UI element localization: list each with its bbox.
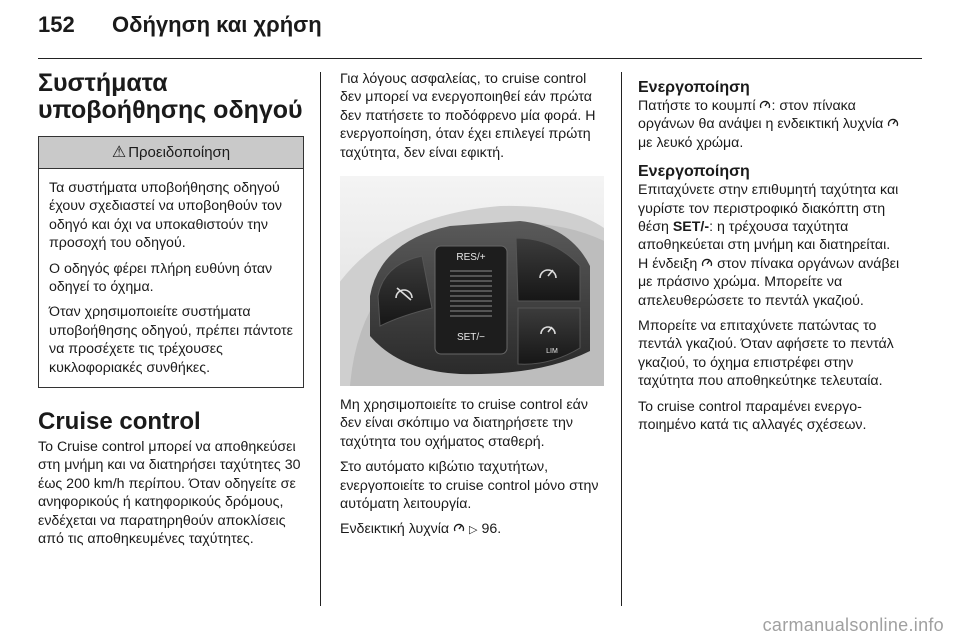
warning-paragraph-2: Ο οδηγός φέρει πλήρη ευθύνη όταν οδηγεί το όχημα. xyxy=(49,260,273,296)
column-divider-1 xyxy=(320,72,321,606)
cruise-button-icon xyxy=(759,99,771,111)
section-title-cruise-control: Cruise control xyxy=(38,408,201,436)
activation-paragraph-2 xyxy=(638,181,902,310)
section-title-line-2: υποβοήθησης οδηγού xyxy=(38,96,303,124)
warning-title: Προειδοποίηση xyxy=(128,144,231,161)
page-header xyxy=(38,12,322,48)
lim-label: LIM xyxy=(546,348,558,356)
warning-triangle-icon: ⚠ xyxy=(111,144,127,161)
usage-paragraph: Μη χρησιμοποιείτε το cruise control εάν δεν είναι σκόπιμο να διατηρήσετε την ταχύτητα του οχήματος σταθερή. xyxy=(340,397,588,450)
indicator-page-ref[interactable]: 96. xyxy=(481,521,502,538)
activation2-text-a: Επιταχύνετε στην επιθυμητή ταχύτητα και γυρίστε τον περιστροφικό διακόπτη στη θέση xyxy=(638,182,899,236)
subheading-activation-2: Ενεργοποίηση xyxy=(638,163,750,181)
activation2-text-c: στον πίνακα οργάνων ανάβει με πράσινο χρώμα. Μπορείτε να απελευθερώσετε το πεντάλ γκαζιού. xyxy=(638,255,900,309)
section-title-line-1: Συστήματα xyxy=(38,69,168,97)
subheading-activation-1: Ενεργοποίηση xyxy=(638,79,750,96)
warning-paragraph-3: Όταν χρησιμοποιείτε συστήματα υποβοήθησης οδηγού, πρέπει πάντοτε να προσέχετε τις τρέχουσες κυκλοφοριακές συνθήκες. xyxy=(49,304,293,376)
running-title: Οδήγηση και χρήση xyxy=(112,12,322,37)
section-title-driver-assistance xyxy=(38,70,304,124)
activation2-text-b: : η τρέχουσα ταχύτητα αποθηκεύεται στη μνήμη και διατηρείται. Η ένδειξη xyxy=(638,219,891,272)
set-position-label: SET/- xyxy=(672,219,710,236)
warning-paragraph-1: Τα συστήματα υποβοήθησης οδηγού έχουν σχεδιαστεί να υποβοηθούν τον οδηγό και όχι να υποκαθιστούν την προσοχή του οδηγού. xyxy=(49,180,283,252)
activation-text-c: με λευκό χρώμα. xyxy=(638,134,744,151)
safety-paragraph: Για λόγους ασφαλείας, το cruise control δεν μπορεί να ενεργοποιηθεί εάν πρώτα δεν πατήσετε το ποδόφρενο μία φορά. Η ενεργοποίηση, όταν έχει επιλεγεί πρώτη ταχύτητα, δεν είναι εφικτή. xyxy=(340,71,596,161)
column-divider-2 xyxy=(621,72,622,606)
cruise-lamp-icon xyxy=(453,522,465,534)
cruise-intro-paragraph: Το Cruise control μπορεί να αποθηκεύσει στη μνήμη και να διατηρήσει ταχύτητες 30 έως 200 km/h περίπου. Όταν οδηγείτε σε ανηφορικούς ή κατηφορικούς δρόμους, ενδέχεται να παρατηρηθούν αποκλίσεις από τις αποθηκευμένες ταχύτητες. xyxy=(38,439,301,548)
accelerate-paragraph: Μπορείτε να επιταχύνετε πατώντας το πεντάλ γκαζιού. Όταν αφήσετε το πεντάλ γκαζιού, το όχημα επιστρέφει στην ταχύτητα που αποθηκεύτηκε τελευταία. xyxy=(638,318,894,390)
watermark: carmanualsonline.info xyxy=(762,615,944,635)
indicator-reference-paragraph xyxy=(340,520,604,539)
activation-paragraph-1 xyxy=(638,97,902,152)
column-1 xyxy=(38,70,304,556)
steering-wheel-controls-illustration xyxy=(340,176,604,386)
column-2 xyxy=(340,70,604,547)
warning-header xyxy=(39,137,303,169)
cruise-lamp-icon xyxy=(701,257,713,269)
page-number: 152 xyxy=(38,12,75,37)
cruise-lamp-icon xyxy=(887,117,899,129)
res-label: RES/+ xyxy=(456,252,486,264)
page-reference-arrow-icon: ▷ xyxy=(469,524,478,537)
warning-box xyxy=(38,136,304,388)
set-label: SET/− xyxy=(456,332,486,344)
gear-change-paragraph: Το cruise control παραμένει ενεργοποιημένο κατά τις αλλαγές σχέσεων. xyxy=(638,398,867,434)
activation-text-a: Πατήστε το κουμπί xyxy=(638,98,756,114)
automatic-transmission-paragraph: Στο αυτόματο κιβώτιο ταχυτήτων, ενεργοποιείτε το cruise control μόνο στην αυτόματη λειτουργία. xyxy=(340,459,599,513)
steering-wheel-photo xyxy=(340,176,604,386)
warning-body xyxy=(39,169,303,387)
header-rule xyxy=(38,58,922,59)
column-3 xyxy=(638,70,902,442)
activation-text-b: : στον πίνακα οργάνων θα ανάψει η ενδεικτική λυχνία xyxy=(638,98,884,133)
indicator-reference-text: Ενδεικτική λυχνία xyxy=(340,521,450,538)
